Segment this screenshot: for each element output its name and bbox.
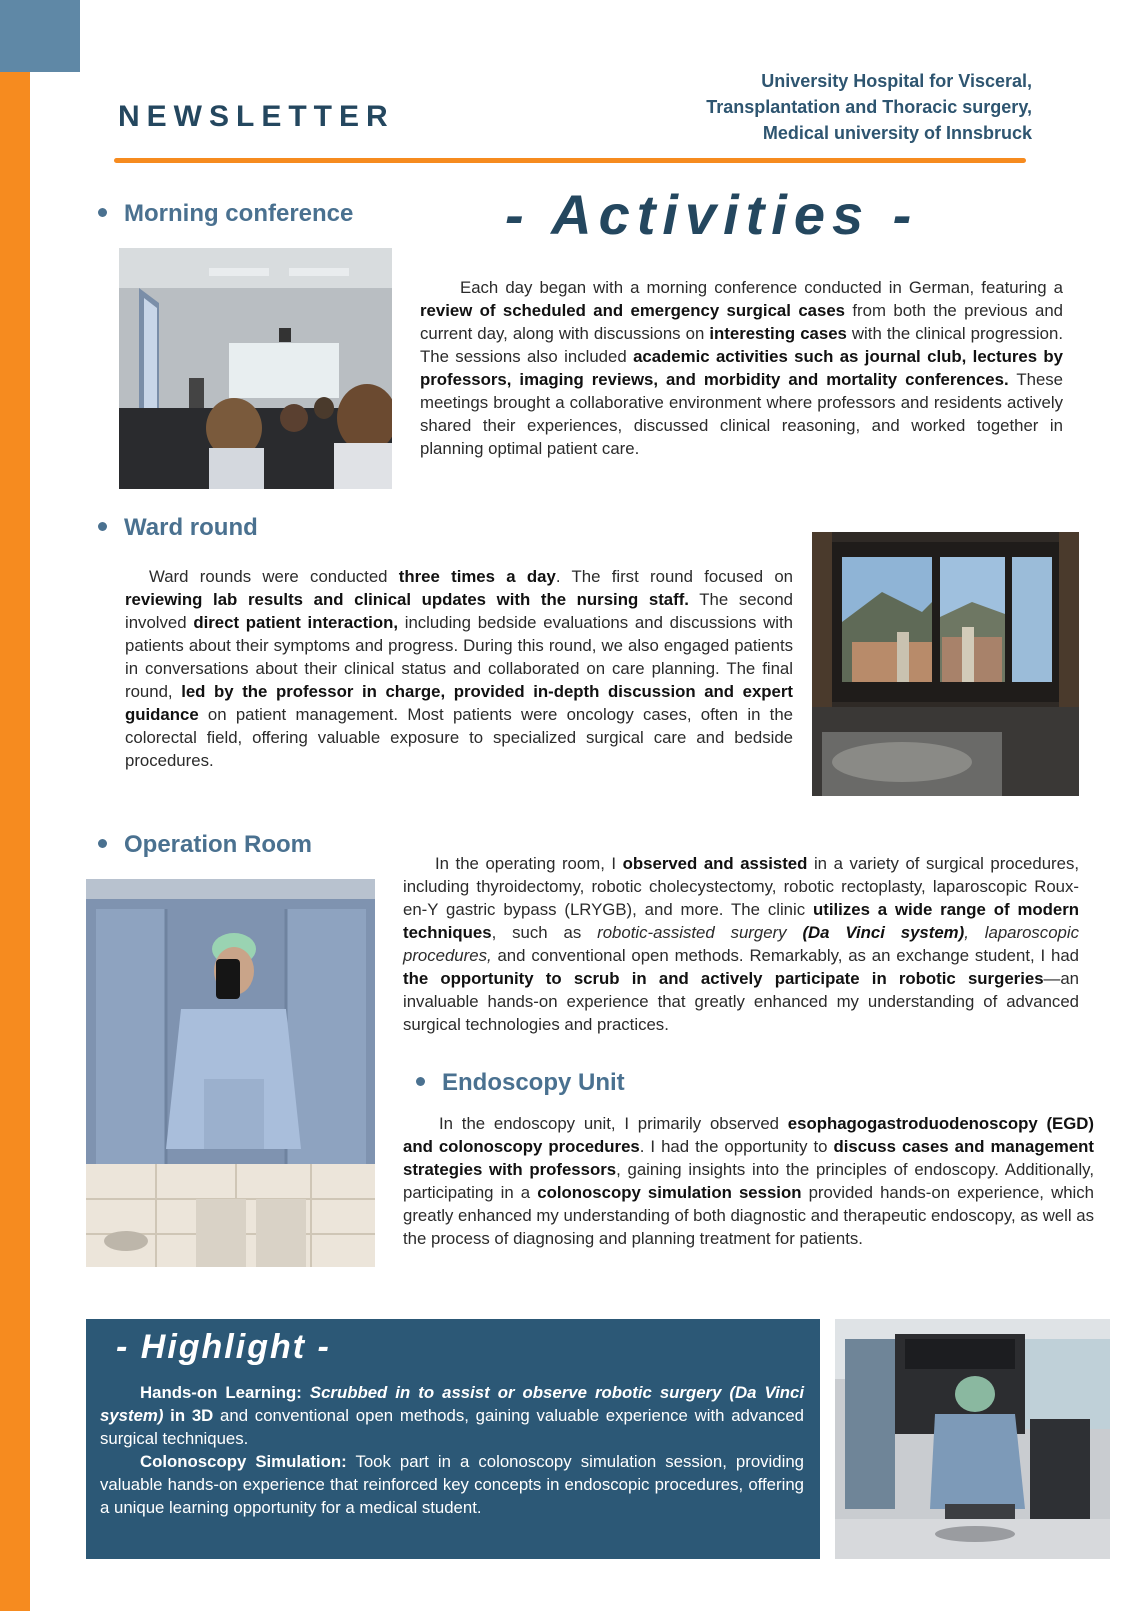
orange-side-bar (0, 0, 30, 1611)
endoscopy-unit-text: In the endoscopy unit, I primarily observed esophagogastroduodenoscopy (EGD) and colonoscopy procedures. I had the opportunity to discuss cases and management strategies with professors, gaining insights into the principles of endoscopy. Additionally, participating in a colonoscopy simulation session provided hands-on experience, which greatly enhanced my understanding of both diagnostic and therapeutic endoscopy, as well as the process of diagnosing and planning treatment for patients. (403, 1114, 1094, 1248)
corner-block (0, 0, 80, 72)
highlight-text: Hands-on Learning: Scrubbed in to assist or observe robotic surgery (Da Vinci system) in 3D and conventional open methods, gaining valuable experience with advanced surgical techniques. Colonoscopy Simulation: Took part in a colonoscopy simulation session, providing valuable hands-on experience that reinforced key concepts in endoscopic procedures, offering a unique learning opportunity for a medical student. (100, 1383, 804, 1517)
section-heading-endoscopy-unit (416, 1069, 625, 1097)
operation-room-photo (86, 879, 375, 1267)
highlight-title: - Highlight - (116, 1328, 331, 1366)
heading-label: Morning conference (124, 200, 354, 227)
bullet-icon (98, 208, 107, 217)
page-title: - Activities - (505, 183, 919, 246)
section-heading-operation-room (98, 831, 312, 859)
morning-conference-photo (119, 248, 392, 489)
bullet-icon (98, 522, 107, 531)
header-divider (114, 158, 1026, 163)
ward-round-text: Ward rounds were conducted three times a day. The first round focused on reviewing lab results and clinical updates with the nursing staff. The second involved direct patient interaction, including bedside evaluations and discussions with patients about their symptoms and progress. During this round, we also engaged patients in conversations about their clinical status and collaborated on care planning. The final round, led by the professor in charge, provided in-depth discussion and expert guidance on patient management. Most patients were oncology cases, often in the colorectal field, offering valuable exposure to specialized surgical care and bedside procedures. (125, 567, 794, 770)
section-heading-ward-round (98, 514, 258, 542)
heading-label: Ward round (124, 514, 258, 541)
hospital-line: Transplantation and Thoracic surgery, (706, 97, 1032, 117)
morning-conference-text: Each day began with a morning conference conducted in German, featuring a review of scheduled and emergency surgical cases from both the previous and current day, along with discussions on interesting cases with the clinical progression. The sessions also included academic activities such as journal club, lectures by professors, imaging reviews, and morbidity and mortality conferences. These meetings brought a collaborative environment where professors and residents actively shared their experiences, discussed clinical reasoning, and worked together in planning optimal patient care. (420, 278, 1063, 458)
section-heading-morning-conference (98, 200, 353, 228)
hospital-line: University Hospital for Visceral, (761, 71, 1032, 91)
bullet-icon (416, 1077, 425, 1086)
hospital-name (572, 68, 1032, 146)
newsletter-title: NEWSLETTER (118, 100, 395, 133)
bullet-icon (98, 839, 107, 848)
ward-window-photo (812, 532, 1079, 796)
heading-label: Operation Room (124, 831, 313, 858)
robotic-surgery-photo (835, 1319, 1110, 1559)
operation-room-text: In the operating room, I observed and assisted in a variety of surgical procedures, including thyroidectomy, robotic cholecystectomy, robotic rectoplasty, laparoscopic Roux-en-Y gastric bypass (LRYGB), and more. The clinic utilizes a wide range of modern techniques, such as robotic-assisted surgery (Da Vinci system), laparoscopic procedures, and conventional open methods. Remarkably, as an exchange student, I had the opportunity to scrub in and actively participate in robotic surgeries—an invaluable hands-on experience that greatly enhanced my understanding of advanced surgical technologies and practices. (403, 854, 1079, 1034)
hospital-line: Medical university of Innsbruck (762, 123, 1032, 143)
heading-label: Endoscopy Unit (442, 1069, 625, 1096)
